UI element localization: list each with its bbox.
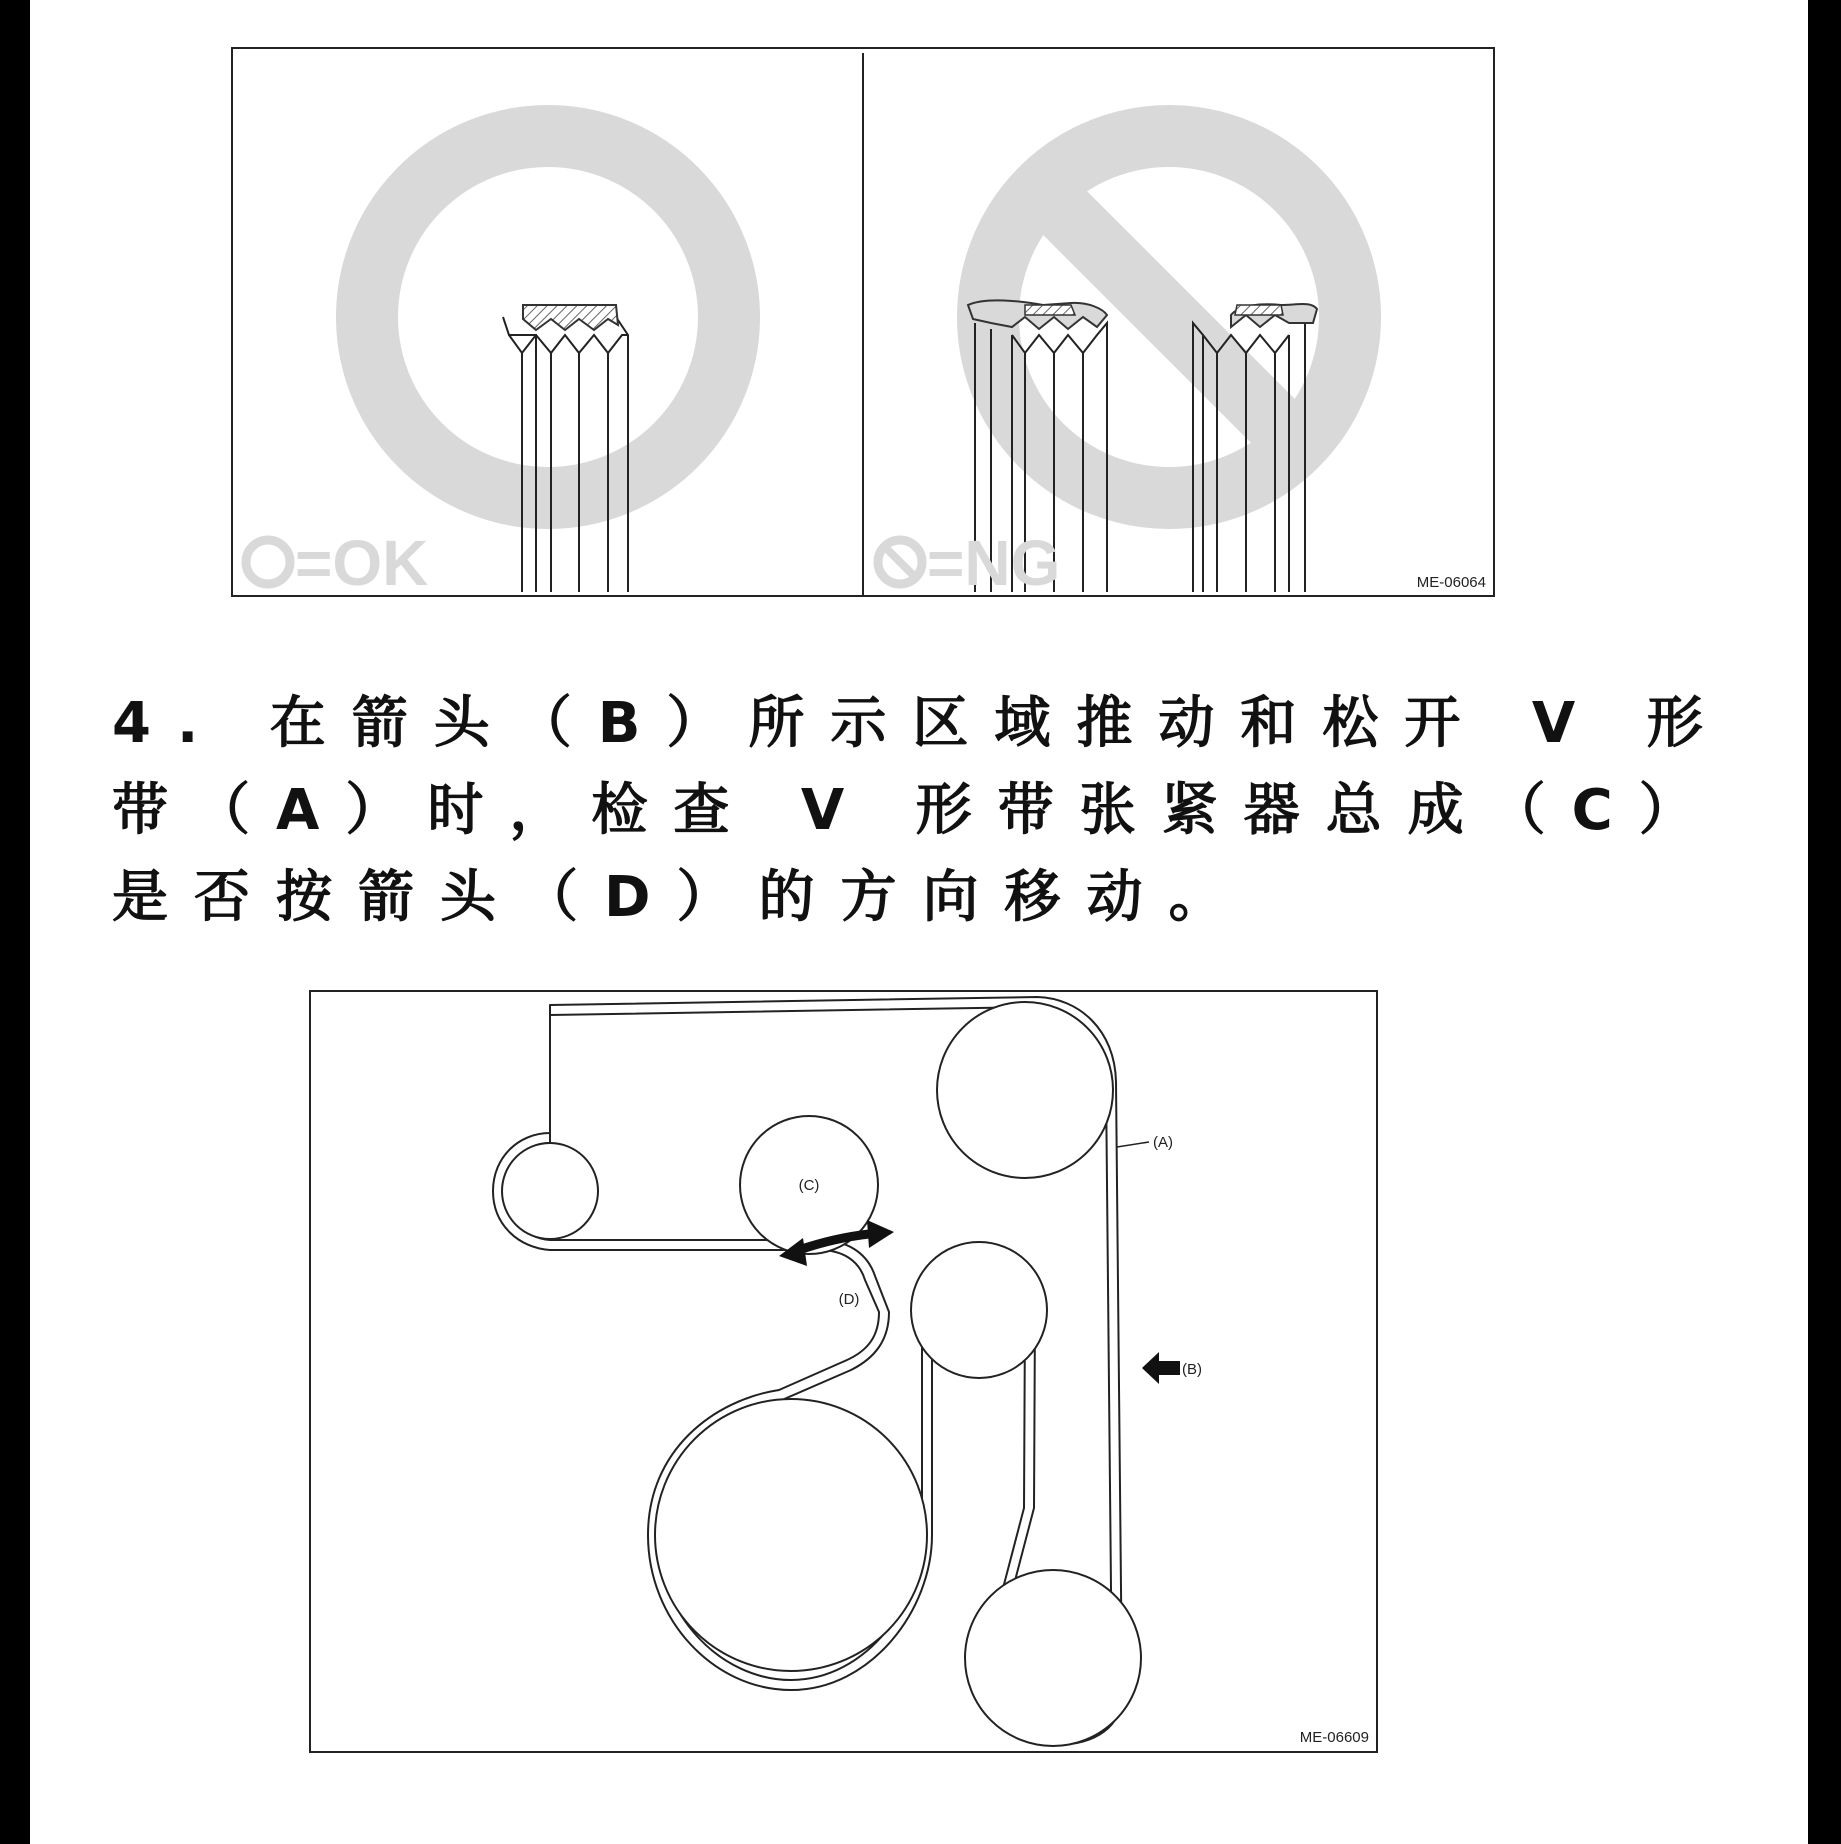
- diagram-figure-code: ME-06609: [1299, 1729, 1369, 1746]
- label-b: (B): [1182, 1361, 1202, 1378]
- ng-label: =NG: [927, 527, 1061, 597]
- belt-seating-figure: [231, 47, 1495, 597]
- idler-pulley-middle: [911, 1242, 1047, 1378]
- label-a: (A): [1153, 1134, 1173, 1151]
- ng-legend: [878, 527, 1060, 597]
- crank-pulley-top: [937, 1002, 1113, 1178]
- idler-pulley-top-left: [502, 1143, 598, 1239]
- figure-code: ME-06064: [1416, 574, 1486, 591]
- large-pulley: [655, 1399, 927, 1671]
- ok-label: =OK: [295, 527, 429, 597]
- manual-page: [30, 0, 1808, 1844]
- instruction-text: 4. 在箭头（B）所示区域推动和松开 V 形带（A）时，检查 V 形带张紧器总成（C）是否按箭头（D）的方向移动。: [112, 691, 1729, 930]
- belt-routing-diagram: [309, 990, 1378, 1753]
- label-d: (D): [838, 1291, 860, 1308]
- label-c: (C): [798, 1177, 820, 1194]
- bottom-pulley: [965, 1570, 1141, 1746]
